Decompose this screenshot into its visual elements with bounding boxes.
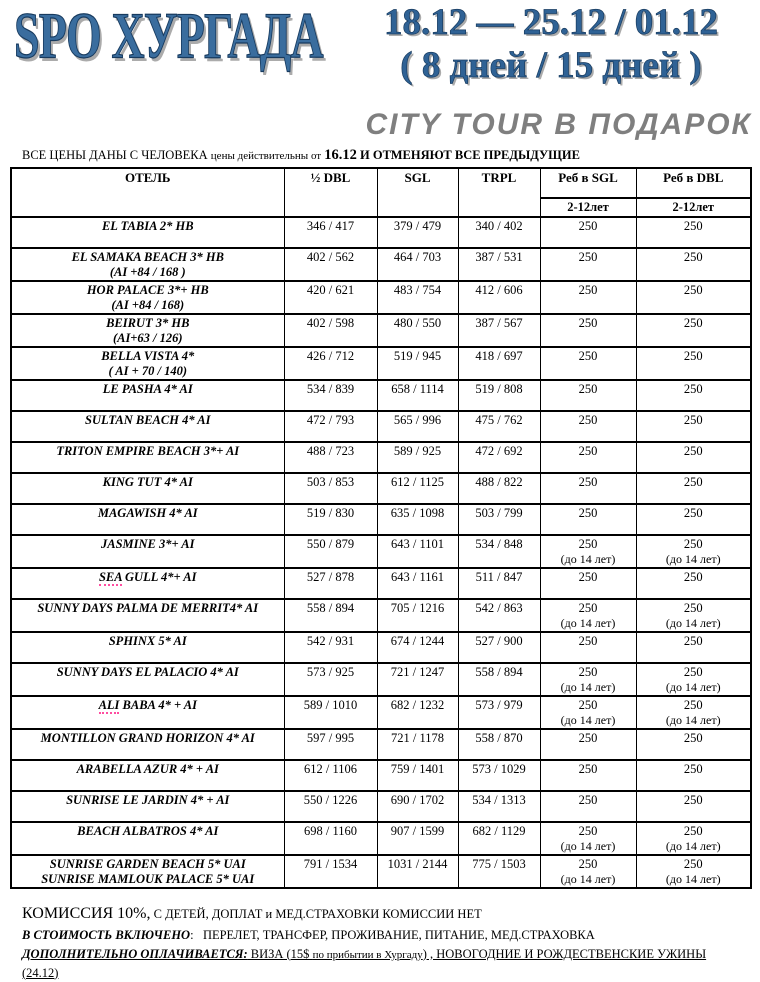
tour-dates — [342, 2, 760, 87]
tour-dates-line1: 18.12 — 25.12 / 01.12 — [383, 2, 719, 43]
price-cell-dbl: 426 / 712 — [284, 347, 377, 380]
price-cell-sgl: 759 / 1401 — [377, 760, 458, 791]
hotel-name — [14, 570, 282, 585]
child-price-cell-sgl — [540, 411, 636, 442]
hotel-cell — [11, 217, 284, 248]
price-cell-trpl: 542 / 863 — [458, 599, 540, 632]
price-cell-dbl: 402 / 562 — [284, 248, 377, 281]
child-price-value: 250 — [578, 250, 598, 264]
child-price-value: 250 — [578, 219, 598, 233]
price-cell-dbl: 698 / 1160 — [284, 822, 377, 855]
page-footer — [22, 902, 736, 982]
price-cell-sgl: 480 / 550 — [377, 314, 458, 347]
price-cell-trpl: 503 / 799 — [458, 504, 540, 535]
child-price-cell-sgl — [540, 729, 636, 760]
child-age-note: (до 14 лет) — [665, 871, 721, 886]
child-price-cell-sgl — [540, 855, 636, 888]
hotel-name: SPHINX 5* AI — [108, 634, 187, 648]
child-price-value: 250 — [578, 793, 598, 807]
hotel-cell — [11, 599, 284, 632]
table-row — [11, 760, 751, 791]
price-note-lead: ВСЕ ЦЕНЫ ДАНЫ С ЧЕЛОВЕКА — [22, 148, 208, 162]
col-header-sgl: SGL — [377, 168, 458, 217]
child-price-cell-sgl — [540, 599, 636, 632]
child-price-value: 250 — [683, 250, 703, 264]
price-cell-dbl: 346 / 417 — [284, 217, 377, 248]
hotel-name: BELLA VISTA 4* — [101, 349, 195, 363]
table-row — [11, 504, 751, 535]
child-price-value: 250 — [683, 283, 703, 297]
child-price-value: 250 — [683, 857, 703, 871]
footer-extra-line — [22, 945, 736, 982]
child-price-cell-dbl — [636, 632, 751, 663]
price-cell-sgl: 907 / 1599 — [377, 822, 458, 855]
commission-lead: КОМИССИЯ 10%, — [22, 905, 151, 922]
child-price-value: 250 — [683, 506, 703, 520]
footer-included-line — [22, 926, 736, 945]
price-cell-dbl: 420 / 621 — [284, 281, 377, 314]
child-price-cell-dbl — [636, 822, 751, 855]
child-price-value: 250 — [683, 601, 703, 615]
price-cell-trpl: 573 / 979 — [458, 696, 540, 729]
child-price-value: 250 — [578, 349, 598, 363]
hotel-name-rest: GULL 4*+ AI — [121, 570, 197, 584]
hotel-cell — [11, 504, 284, 535]
child-price-cell-dbl — [636, 855, 751, 888]
price-cell-sgl: 589 / 925 — [377, 442, 458, 473]
hotel-name: LE PASHA 4* AI — [102, 382, 193, 396]
child-price-value: 250 — [578, 857, 598, 871]
price-cell-dbl: 550 / 1226 — [284, 791, 377, 822]
child-price-value: 250 — [578, 731, 598, 745]
hotel-cell — [11, 281, 284, 314]
child-price-cell-sgl — [540, 281, 636, 314]
child-price-value: 250 — [578, 444, 598, 458]
price-cell-sgl: 643 / 1101 — [377, 535, 458, 568]
hotel-cell — [11, 696, 284, 729]
table-row — [11, 599, 751, 632]
included-sep: : — [190, 928, 203, 942]
extra-lead: ДОПОЛНИТЕЛЬНО ОПЛАЧИВАЕТСЯ: — [22, 946, 248, 961]
child-price-cell-dbl — [636, 696, 751, 729]
hotel-cell — [11, 791, 284, 822]
price-cell-sgl: 565 / 996 — [377, 411, 458, 442]
price-cell-trpl: 534 / 848 — [458, 535, 540, 568]
table-row — [11, 855, 751, 888]
price-note-valid-from: цены действительны от — [210, 150, 322, 162]
child-price-value: 250 — [578, 762, 598, 776]
child-price-value: 250 — [683, 665, 703, 679]
child-price-value: 250 — [578, 382, 598, 396]
child-age-note: (до 14 лет) — [665, 838, 721, 853]
child-price-cell-sgl — [540, 248, 636, 281]
price-cell-dbl: 503 / 853 — [284, 473, 377, 504]
child-price-value: 250 — [578, 537, 598, 551]
hotel-cell — [11, 822, 284, 855]
hotel-name-line2: SUNRISE MAMLOUK PALACE 5* UAI — [41, 871, 255, 886]
child-age-note: (до 14 лет) — [560, 551, 616, 566]
table-row — [11, 535, 751, 568]
child-price-cell-sgl — [540, 822, 636, 855]
table-row — [11, 632, 751, 663]
child-price-value: 250 — [683, 444, 703, 458]
table-row — [11, 248, 751, 281]
price-cell-trpl: 511 / 847 — [458, 568, 540, 599]
table-row — [11, 347, 751, 380]
table-row — [11, 380, 751, 411]
hotel-name: SUNRISE LE JARDIN 4* + AI — [66, 793, 230, 807]
price-cell-sgl: 1031 / 2144 — [377, 855, 458, 888]
child-price-cell-sgl — [540, 632, 636, 663]
child-age-note: (до 14 лет) — [665, 712, 721, 727]
child-price-cell-dbl — [636, 380, 751, 411]
price-cell-trpl: 527 / 900 — [458, 632, 540, 663]
hotel-name: SUNNY DAYS EL PALACIO 4* AI — [56, 665, 239, 679]
hotel-name-line2: (AI +84 / 168) — [111, 297, 185, 312]
price-cell-sgl: 483 / 754 — [377, 281, 458, 314]
extra-part-a: ВИЗА (15$ — [247, 946, 313, 961]
price-cell-dbl: 534 / 839 — [284, 380, 377, 411]
child-price-cell-sgl — [540, 380, 636, 411]
price-cell-trpl: 387 / 531 — [458, 248, 540, 281]
hotel-cell — [11, 411, 284, 442]
header-row — [11, 168, 751, 198]
col-header-child-dbl: Реб в DBL — [636, 168, 751, 198]
included-lead: В СТОИМОСТЬ ВКЛЮЧЕНО — [22, 928, 191, 942]
price-cell-sgl: 674 / 1244 — [377, 632, 458, 663]
price-note — [22, 147, 760, 164]
price-cell-dbl: 472 / 793 — [284, 411, 377, 442]
price-cell-sgl: 379 / 479 — [377, 217, 458, 248]
child-price-cell-dbl — [636, 568, 751, 599]
price-cell-dbl: 597 / 995 — [284, 729, 377, 760]
hotel-cell — [11, 473, 284, 504]
table-row — [11, 281, 751, 314]
price-cell-trpl: 475 / 762 — [458, 411, 540, 442]
table-row — [11, 314, 751, 347]
price-cell-sgl: 519 / 945 — [377, 347, 458, 380]
price-cell-sgl: 690 / 1702 — [377, 791, 458, 822]
hotel-name: MAGAWISH 4* AI — [97, 506, 198, 520]
child-price-cell-sgl — [540, 442, 636, 473]
hotel-cell — [11, 535, 284, 568]
child-price-cell-sgl — [540, 696, 636, 729]
child-price-value: 250 — [578, 634, 598, 648]
child-price-cell-dbl — [636, 248, 751, 281]
price-cell-dbl: 550 / 879 — [284, 535, 377, 568]
extra-part-b: ) , НОВОГОДНИЕ И РОЖДЕСТВЕНСКИЕ УЖИНЫ (24.12) — [22, 946, 707, 980]
price-cell-trpl: 488 / 822 — [458, 473, 540, 504]
hotel-cell — [11, 347, 284, 380]
child-price-cell-dbl — [636, 442, 751, 473]
child-age-note: (до 14 лет) — [665, 679, 721, 694]
table-row — [11, 473, 751, 504]
child-age-note: (до 14 лет) — [560, 615, 616, 630]
price-cell-trpl: 775 / 1503 — [458, 855, 540, 888]
page-header — [0, 0, 760, 100]
price-cell-dbl: 519 / 830 — [284, 504, 377, 535]
hotel-cell — [11, 729, 284, 760]
hotel-cell — [11, 760, 284, 791]
hotel-name: SUNNY DAYS PALMA DE MERRIT4* AI — [37, 601, 259, 615]
child-price-value: 250 — [683, 537, 703, 551]
col-subheader-age-dbl: 2-12лет — [636, 198, 751, 217]
hotel-name: BEIRUT 3* HB — [106, 316, 190, 330]
child-price-value: 250 — [578, 570, 598, 584]
extra-underlined — [22, 947, 706, 980]
price-cell-trpl: 418 / 697 — [458, 347, 540, 380]
hotel-cell — [11, 380, 284, 411]
price-cell-trpl: 387 / 567 — [458, 314, 540, 347]
child-price-value: 250 — [578, 698, 598, 712]
hotel-name: JASMINE 3*+ AI — [101, 537, 195, 551]
hotel-name: MONTILLON GRAND HORIZON 4* AI — [40, 731, 255, 745]
hotel-name: KING TUT 4* AI — [102, 475, 193, 489]
price-cell-sgl: 721 / 1247 — [377, 663, 458, 696]
price-table-body — [11, 217, 751, 888]
hotel-cell — [11, 568, 284, 599]
price-cell-sgl: 721 / 1178 — [377, 729, 458, 760]
child-age-note: (до 14 лет) — [665, 551, 721, 566]
hotel-name-rest: BABA 4* + AI — [119, 698, 197, 712]
promo-banner: CITY TOUR В ПОДАРОК — [365, 108, 752, 141]
hotel-name: TRITON EMPIRE BEACH 3*+ AI — [56, 444, 240, 458]
child-price-cell-dbl — [636, 729, 751, 760]
col-header-trpl: TRPL — [458, 168, 540, 217]
hotel-name: ARABELLA AZUR 4* + AI — [76, 762, 219, 776]
hotel-name: HOR PALACE 3*+ HB — [86, 283, 209, 297]
table-row — [11, 791, 751, 822]
child-price-value: 250 — [683, 824, 703, 838]
col-header-child-sgl: Реб в SGL — [540, 168, 636, 198]
col-header-half-dbl: ½ DBL — [284, 168, 377, 217]
table-row — [11, 696, 751, 729]
child-price-cell-dbl — [636, 217, 751, 248]
price-cell-trpl: 472 / 692 — [458, 442, 540, 473]
child-price-value: 250 — [683, 382, 703, 396]
commission-rest: С ДЕТЕЙ, ДОПЛАТ и МЕД.СТРАХОВКИ КОМИССИИ НЕТ — [150, 907, 482, 921]
table-row — [11, 217, 751, 248]
child-price-value: 250 — [578, 413, 598, 427]
spellcheck-underline: ALI — [98, 698, 120, 712]
hotel-cell — [11, 663, 284, 696]
child-price-value: 250 — [683, 219, 703, 233]
price-table — [10, 167, 752, 889]
child-price-value: 250 — [578, 665, 598, 679]
child-price-value: 250 — [578, 283, 598, 297]
price-cell-trpl: 412 / 606 — [458, 281, 540, 314]
child-price-cell-dbl — [636, 791, 751, 822]
hotel-cell — [11, 632, 284, 663]
hotel-name-line2: ( AI + 70 / 140) — [108, 363, 188, 378]
hotel-name — [14, 698, 282, 713]
hotel-cell — [11, 855, 284, 888]
price-cell-trpl: 519 / 808 — [458, 380, 540, 411]
price-cell-sgl: 612 / 1125 — [377, 473, 458, 504]
hotel-name: BEACH ALBATROS 4* AI — [77, 824, 219, 838]
price-cell-sgl: 635 / 1098 — [377, 504, 458, 535]
child-price-cell-sgl — [540, 314, 636, 347]
child-age-note: (до 14 лет) — [665, 615, 721, 630]
price-note-date: 16.12 — [324, 147, 357, 163]
price-cell-sgl: 682 / 1232 — [377, 696, 458, 729]
child-price-value: 250 — [683, 762, 703, 776]
child-price-value: 250 — [578, 475, 598, 489]
child-price-cell-sgl — [540, 791, 636, 822]
child-age-note: (до 14 лет) — [560, 838, 616, 853]
child-age-note: (до 14 лет) — [560, 679, 616, 694]
spellcheck-underline: SEA — [98, 570, 122, 584]
price-cell-sgl: 658 / 1114 — [377, 380, 458, 411]
child-price-value: 250 — [683, 698, 703, 712]
price-cell-trpl: 573 / 1029 — [458, 760, 540, 791]
price-cell-dbl: 791 / 1534 — [284, 855, 377, 888]
price-cell-trpl: 340 / 402 — [458, 217, 540, 248]
price-cell-trpl: 558 / 870 — [458, 729, 540, 760]
child-price-value: 250 — [578, 316, 598, 330]
child-price-cell-sgl — [540, 663, 636, 696]
child-price-value: 250 — [578, 601, 598, 615]
page-title: SPO ХУРГАДА — [14, 0, 323, 73]
child-price-value: 250 — [683, 475, 703, 489]
child-price-cell-sgl — [540, 217, 636, 248]
hotel-name: SULTAN BEACH 4* AI — [85, 413, 211, 427]
price-cell-sgl: 643 / 1161 — [377, 568, 458, 599]
hotel-cell — [11, 442, 284, 473]
price-cell-trpl: 682 / 1129 — [458, 822, 540, 855]
child-age-note: (до 14 лет) — [560, 712, 616, 727]
child-price-cell-dbl — [636, 663, 751, 696]
child-price-cell-dbl — [636, 760, 751, 791]
table-row — [11, 568, 751, 599]
hotel-cell — [11, 314, 284, 347]
price-table-head — [11, 168, 751, 217]
extra-small: по прибытии в Хургаду — [312, 948, 423, 961]
child-price-cell-sgl — [540, 504, 636, 535]
price-cell-dbl: 488 / 723 — [284, 442, 377, 473]
child-price-cell-sgl — [540, 760, 636, 791]
included-rest: ПЕРЕЛЕТ, ТРАНСФЕР, ПРОЖИВАНИЕ, ПИТАНИЕ, МЕД.СТРАХОВКА — [202, 928, 595, 942]
price-cell-sgl: 705 / 1216 — [377, 599, 458, 632]
table-row — [11, 411, 751, 442]
price-cell-trpl: 558 / 894 — [458, 663, 540, 696]
child-price-cell-dbl — [636, 535, 751, 568]
child-price-value: 250 — [683, 570, 703, 584]
hotel-name: EL SAMAKA BEACH 3* HB — [71, 250, 224, 264]
child-price-value: 250 — [683, 349, 703, 363]
child-price-cell-dbl — [636, 281, 751, 314]
tour-dates-line2: ( 8 дней / 15 дней ) — [400, 44, 702, 86]
price-cell-dbl: 527 / 878 — [284, 568, 377, 599]
hotel-cell — [11, 248, 284, 281]
child-price-cell-dbl — [636, 599, 751, 632]
price-cell-trpl: 534 / 1313 — [458, 791, 540, 822]
price-cell-dbl: 573 / 925 — [284, 663, 377, 696]
child-price-cell-sgl — [540, 347, 636, 380]
child-price-cell-dbl — [636, 347, 751, 380]
title-wrap — [0, 0, 342, 73]
child-price-cell-sgl — [540, 535, 636, 568]
child-price-cell-dbl — [636, 473, 751, 504]
child-price-value: 250 — [683, 413, 703, 427]
child-price-value: 250 — [578, 506, 598, 520]
hotel-name-line2: (AI +84 / 168 ) — [109, 264, 186, 279]
table-row — [11, 822, 751, 855]
price-cell-dbl: 542 / 931 — [284, 632, 377, 663]
child-price-value: 250 — [683, 634, 703, 648]
table-row — [11, 729, 751, 760]
child-price-cell-sgl — [540, 568, 636, 599]
price-cell-dbl: 558 / 894 — [284, 599, 377, 632]
col-subheader-age-sgl: 2-12лет — [540, 198, 636, 217]
child-price-cell-dbl — [636, 504, 751, 535]
child-price-cell-sgl — [540, 473, 636, 504]
price-cell-dbl: 402 / 598 — [284, 314, 377, 347]
hotel-name-line2: (AI+63 / 126) — [112, 330, 183, 345]
price-cell-dbl: 612 / 1106 — [284, 760, 377, 791]
child-price-value: 250 — [683, 316, 703, 330]
child-price-value: 250 — [578, 824, 598, 838]
child-price-value: 250 — [683, 731, 703, 745]
child-price-cell-dbl — [636, 411, 751, 442]
price-cell-dbl: 589 / 1010 — [284, 696, 377, 729]
hotel-name: SUNRISE GARDEN BEACH 5* UAI — [49, 857, 246, 871]
price-note-tail: И ОТМЕНЯЮТ ВСЕ ПРЕДЫДУЩИЕ — [360, 148, 580, 162]
child-price-value: 250 — [683, 793, 703, 807]
footer-commission-line — [22, 902, 736, 926]
child-age-note: (до 14 лет) — [560, 871, 616, 886]
price-cell-sgl: 464 / 703 — [377, 248, 458, 281]
table-row — [11, 663, 751, 696]
hotel-name: EL TABIA 2* HB — [101, 219, 194, 233]
col-header-hotel: ОТЕЛЬ — [11, 168, 284, 217]
child-price-cell-dbl — [636, 314, 751, 347]
table-row — [11, 442, 751, 473]
